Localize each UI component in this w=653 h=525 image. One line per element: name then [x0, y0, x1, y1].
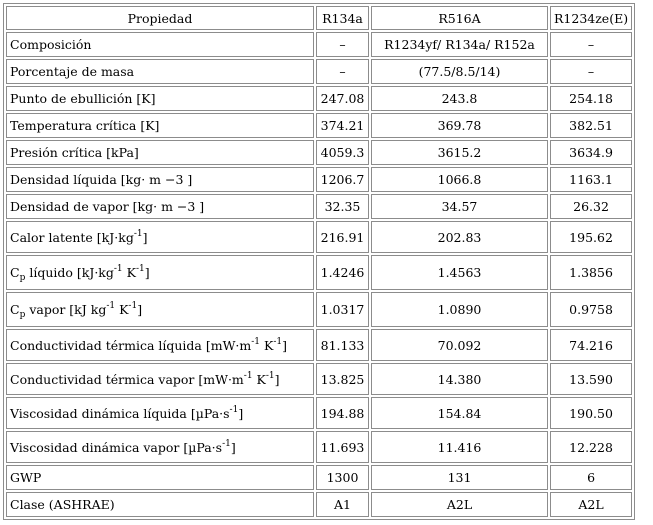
label-exponent: -1 — [251, 336, 261, 347]
cell-r516a: 131 — [371, 465, 548, 490]
cell-r134a: 1.0317 — [316, 292, 369, 327]
label-text: Viscosidad dinámica vapor [µPa·s — [10, 439, 223, 455]
row-label — [6, 221, 314, 253]
label-text: Conductividad térmica líquida [mW·m — [10, 337, 252, 353]
row-label — [6, 363, 314, 395]
table-row — [6, 329, 632, 361]
cell-r1234ze: – — [550, 59, 632, 84]
cell-r516a: 1.4563 — [371, 255, 548, 290]
label-text-end: ] — [238, 405, 244, 421]
label-text-end: ] — [230, 439, 236, 455]
cell-r134a: – — [316, 59, 369, 84]
cell-r134a: 247.08 — [316, 86, 369, 111]
cell-r516a: R1234yf/ R134a/ R152a — [371, 32, 548, 57]
cell-r516a: 243.8 — [371, 86, 548, 111]
cell-r1234ze: 13.590 — [550, 363, 632, 395]
row-label — [6, 292, 314, 327]
cell-r516a: 34.57 — [371, 194, 548, 219]
label-text-end: ] — [137, 302, 143, 317]
row-label: Presión crítica [kPa] — [6, 140, 314, 165]
label-exponent: -1 — [128, 301, 138, 311]
cell-r516a: 1.0890 — [371, 292, 548, 327]
table-row — [6, 86, 632, 111]
row-label — [6, 431, 314, 463]
header-r1234ze: R1234ze(E) — [550, 6, 632, 30]
label-text-mid: K — [260, 337, 274, 353]
cell-r1234ze: – — [550, 32, 632, 57]
label-exponent: -1 — [243, 370, 253, 381]
label-exponent: -1 — [265, 370, 275, 381]
header-row — [6, 6, 632, 30]
cell-r1234ze: 195.62 — [550, 221, 632, 253]
label-exponent: -1 — [135, 264, 145, 274]
cell-r1234ze: 0.9758 — [550, 292, 632, 327]
label-exponent: -1 — [106, 301, 116, 311]
label-text-end: ] — [282, 337, 288, 353]
table-row — [6, 167, 632, 192]
table-row — [6, 292, 632, 327]
cell-r134a: 13.825 — [316, 363, 369, 395]
cell-r1234ze: 1163.1 — [550, 167, 632, 192]
label-text-end: ] — [274, 371, 280, 387]
cell-r1234ze: 74.216 — [550, 329, 632, 361]
table-row — [6, 59, 632, 84]
label-exponent: -1 — [113, 264, 123, 274]
label-text-mid: K — [252, 371, 266, 387]
label-subscript: p — [19, 273, 26, 283]
cell-r134a: 194.88 — [316, 397, 369, 429]
cell-r516a: 70.092 — [371, 329, 548, 361]
table-row — [6, 194, 632, 219]
cell-r1234ze: 26.32 — [550, 194, 632, 219]
header-r134a: R134a — [316, 6, 369, 30]
table-row — [6, 255, 632, 290]
table-row — [6, 221, 632, 253]
cell-r134a: 1300 — [316, 465, 369, 490]
row-label: Composición — [6, 32, 314, 57]
label-subscript: p — [19, 310, 26, 320]
row-label: Densidad líquida [kg· m −3 ] — [6, 167, 314, 192]
table-row — [6, 363, 632, 395]
row-label: Temperatura crítica [K] — [6, 113, 314, 138]
cell-r134a: 216.91 — [316, 221, 369, 253]
cell-r134a: 81.133 — [316, 329, 369, 361]
label-exponent: -1 — [229, 404, 239, 415]
cell-r1234ze: 254.18 — [550, 86, 632, 111]
label-text-end: ] — [142, 229, 148, 245]
table-row — [6, 431, 632, 463]
cell-r134a: 1.4246 — [316, 255, 369, 290]
label-symbol: C — [10, 265, 20, 280]
cell-r1234ze: 1.3856 — [550, 255, 632, 290]
cell-r1234ze: 382.51 — [550, 113, 632, 138]
cell-r516a: 1066.8 — [371, 167, 548, 192]
table-row — [6, 32, 632, 57]
cell-r134a: 11.693 — [316, 431, 369, 463]
row-label: Porcentaje de masa — [6, 59, 314, 84]
cell-r134a: 4059.3 — [316, 140, 369, 165]
header-property: Propiedad — [6, 6, 314, 30]
cell-r134a: 1206.7 — [316, 167, 369, 192]
row-label — [6, 329, 314, 361]
cell-r134a: – — [316, 32, 369, 57]
cell-r516a: 202.83 — [371, 221, 548, 253]
table-row — [6, 492, 632, 517]
label-text-end: ] — [144, 265, 150, 280]
cell-r134a: 32.35 — [316, 194, 369, 219]
row-label: Clase (ASHRAE) — [6, 492, 314, 517]
cell-r134a: A1 — [316, 492, 369, 517]
cell-r1234ze: A2L — [550, 492, 632, 517]
cell-r1234ze: 6 — [550, 465, 632, 490]
cell-r1234ze: 12.228 — [550, 431, 632, 463]
cell-r1234ze: 190.50 — [550, 397, 632, 429]
cell-r516a: 154.84 — [371, 397, 548, 429]
properties-table — [3, 3, 635, 520]
label-text-mid: K — [115, 302, 129, 317]
label-text: vapor [kJ kg — [25, 302, 107, 317]
row-label — [6, 255, 314, 290]
cell-r516a: (77.5/8.5/14) — [371, 59, 548, 84]
cell-r516a: 11.416 — [371, 431, 548, 463]
label-text: líquido [kJ·kg — [25, 265, 114, 280]
row-label — [6, 397, 314, 429]
header-r516a: R516A — [371, 6, 548, 30]
table-row — [6, 397, 632, 429]
cell-r516a: A2L — [371, 492, 548, 517]
label-exponent: -1 — [222, 438, 231, 449]
cell-r516a: 3615.2 — [371, 140, 548, 165]
table-row — [6, 113, 632, 138]
row-label: GWP — [6, 465, 314, 490]
label-text: Conductividad térmica vapor [mW·m — [10, 371, 244, 387]
table-row — [6, 465, 632, 490]
cell-r134a: 374.21 — [316, 113, 369, 138]
row-label: Densidad de vapor [kg· m −3 ] — [6, 194, 314, 219]
table-row — [6, 140, 632, 165]
label-text: Calor latente [kJ·kg — [10, 229, 134, 245]
label-text: Viscosidad dinámica líquida [µPa·s — [10, 405, 230, 421]
cell-r516a: 14.380 — [371, 363, 548, 395]
label-text-mid: K — [122, 265, 136, 280]
label-exponent: -1 — [273, 336, 283, 347]
label-symbol: C — [10, 302, 20, 317]
cell-r1234ze: 3634.9 — [550, 140, 632, 165]
label-exponent: -1 — [133, 228, 143, 239]
row-label: Punto de ebullición [K] — [6, 86, 314, 111]
cell-r516a: 369.78 — [371, 113, 548, 138]
